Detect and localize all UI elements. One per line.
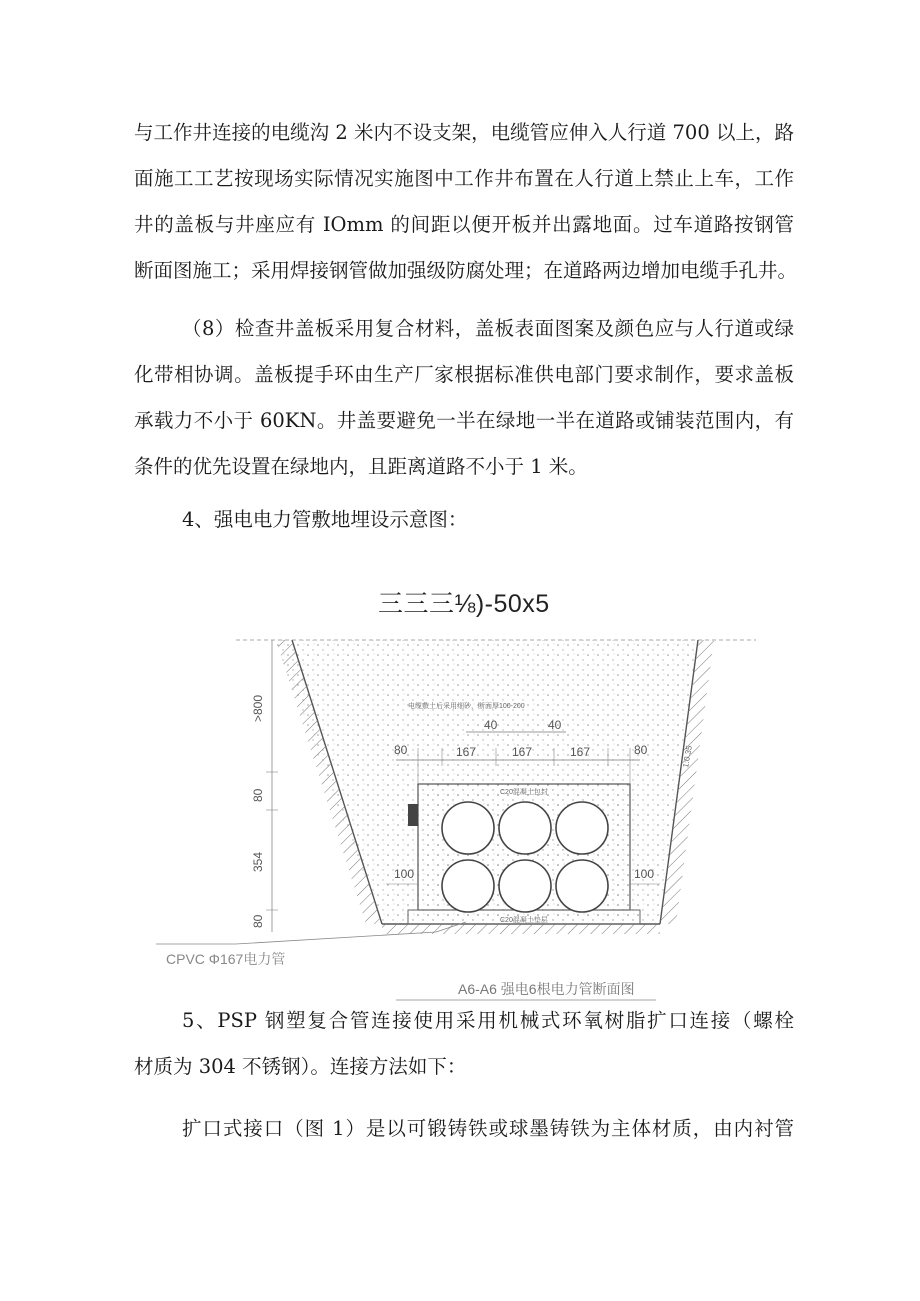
slope-label: 1:0.35 bbox=[681, 744, 694, 769]
dim-40-left: 40 bbox=[484, 718, 498, 732]
concrete-top-label: C20混凝土包封 bbox=[500, 789, 548, 796]
text-line: 5、PSP 钢塑复合管连接使用采用机械式环氧树脂扩口连接（螺栓 bbox=[182, 1009, 794, 1032]
marker-block bbox=[408, 804, 418, 826]
paragraph-flared-joint bbox=[134, 1106, 794, 1152]
dim-354: 354 bbox=[251, 851, 265, 872]
section-title: A6-A6 强电6根电力管断面图 bbox=[458, 981, 635, 997]
dim-167-b: 167 bbox=[512, 745, 533, 759]
pipe bbox=[556, 802, 608, 854]
dim-40-right: 40 bbox=[548, 718, 562, 732]
text-line: 材质为 304 不锈钢）。连接方法如下： bbox=[134, 1055, 467, 1078]
pipe bbox=[499, 802, 551, 854]
pipe-label: CPVC Φ167电力管 bbox=[166, 951, 286, 967]
paragraph-manhole-cover bbox=[134, 306, 794, 490]
text-line: 化带相协调。盖板提手环由生产厂家根据标准供电部门要求制作，要求盖板 bbox=[134, 363, 794, 386]
text-line: 承载力不小于 60KN。井盖要避免一半在绿地一半在道路或铺装范围内，有 bbox=[134, 409, 794, 432]
pipe bbox=[442, 802, 494, 854]
dim-167-c: 167 bbox=[570, 745, 591, 759]
figure-top-caption: 三三三⅛)-50x5 bbox=[378, 590, 550, 618]
dim-167-a: 167 bbox=[456, 745, 477, 759]
text-line: 井的盖板与井座应有 IOmm 的间距以便开板并出露地面。过车道路按钢管 bbox=[134, 213, 794, 236]
dim-100-left: 100 bbox=[394, 867, 415, 881]
paragraph-cable-trench bbox=[134, 110, 798, 294]
dim-80-left: 80 bbox=[394, 743, 408, 757]
text-line: 断面图施工；采用焊接钢管做加强级防腐处理；在道路两边增加电缆手孔井。 bbox=[134, 259, 798, 282]
text-line: 扩口式接口（图 1）是以可锻铸铁或球墨铸铁为主体材质，由内衬管 bbox=[182, 1117, 794, 1140]
dim-80-vertical-1: 80 bbox=[251, 788, 265, 802]
dim-100-right: 100 bbox=[634, 867, 655, 881]
paragraph-psp-connection bbox=[134, 998, 794, 1090]
top-note: 电缆敷土后采用细砂，断面厚100-200 bbox=[408, 703, 525, 710]
dim-gt800: >800 bbox=[251, 694, 265, 722]
dim-80-vertical-2: 80 bbox=[251, 914, 265, 928]
cable-duct-section-drawing bbox=[166, 632, 756, 1002]
text-line: 与工作井连接的电缆沟 2 米内不设支架，电缆管应伸入人行道 700 以上，路 bbox=[134, 121, 794, 144]
text-line: 条件的优先设置在绿地内，且距离道路不小于 1 米。 bbox=[134, 455, 588, 478]
dim-80-right: 80 bbox=[634, 743, 648, 757]
heading-text: 4、强电电力管敷地埋设示意图： bbox=[182, 508, 468, 531]
section-heading-4 bbox=[134, 497, 794, 543]
pipe bbox=[556, 860, 608, 912]
pipe bbox=[499, 860, 551, 912]
text-line: （8）检查井盖板采用复合材料，盖板表面图案及颜色应与人行道或绿 bbox=[182, 317, 794, 340]
text-line: 面施工工艺按现场实际情况实施图中工作井布置在人行道上禁止上车，工作 bbox=[134, 167, 794, 190]
pipe bbox=[442, 860, 494, 912]
concrete-bottom-label: C20混凝土垫层 bbox=[500, 917, 548, 924]
